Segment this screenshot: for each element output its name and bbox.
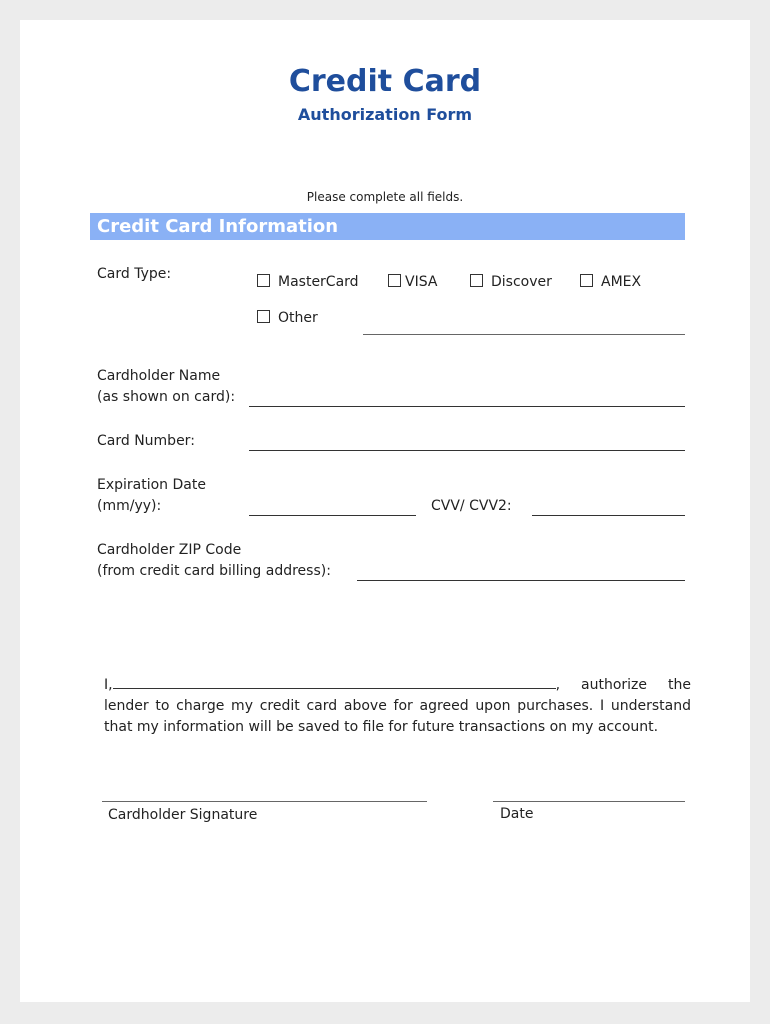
cardholder-name-field[interactable]: [249, 406, 685, 407]
expiration-label-line1: Expiration Date: [97, 477, 206, 493]
authorization-statement: [104, 674, 691, 738]
instructions-note: Please complete all fields.: [306, 190, 464, 204]
visa-label: VISA: [405, 274, 438, 290]
expiration-date-label: [97, 475, 206, 517]
discover-label: Discover: [491, 274, 552, 290]
other-option[interactable]: [257, 310, 318, 326]
mastercard-checkbox[interactable]: [257, 274, 270, 287]
other-card-type-field[interactable]: [363, 334, 685, 335]
discover-option[interactable]: [470, 274, 552, 290]
amex-checkbox[interactable]: [580, 274, 593, 287]
date-label: Date: [500, 806, 534, 822]
date-line[interactable]: [493, 801, 685, 802]
cvv-field[interactable]: [532, 515, 685, 516]
card-type-label: Card Type:: [97, 266, 172, 282]
expiration-date-field[interactable]: [249, 515, 416, 516]
zip-label-line2: (from credit card billing address):: [97, 563, 331, 579]
form-subtitle: Authorization Form: [297, 105, 473, 124]
zip-code-field[interactable]: [357, 580, 685, 581]
cvv-label: CVV/ CVV2:: [431, 498, 512, 514]
mastercard-label: MasterCard: [278, 274, 359, 290]
form-page: [20, 20, 750, 1002]
card-number-field[interactable]: [249, 450, 685, 451]
amex-label: AMEX: [601, 274, 642, 290]
discover-checkbox[interactable]: [470, 274, 483, 287]
authorization-text: , authorize the lender to charge my credit card above for agreed upon purchases. I understand that my information will be saved to file for future transactions on my account.: [104, 677, 691, 735]
signature-label: Cardholder Signature: [108, 807, 258, 823]
form-title: Credit Card: [288, 64, 482, 99]
mastercard-option[interactable]: [257, 274, 359, 290]
cardholder-name-label-line2: (as shown on card):: [97, 389, 236, 405]
other-checkbox[interactable]: [257, 310, 270, 323]
authorizer-name-field[interactable]: [113, 674, 556, 689]
other-label: Other: [278, 310, 318, 326]
visa-option[interactable]: [388, 274, 437, 290]
signature-line[interactable]: [102, 801, 427, 802]
zip-label-line1: Cardholder ZIP Code: [97, 542, 242, 558]
expiration-label-line2: (mm/yy):: [97, 498, 162, 514]
section-title: Credit Card Information: [97, 216, 339, 237]
card-number-label: Card Number:: [97, 433, 195, 449]
visa-checkbox[interactable]: [388, 274, 401, 287]
cardholder-name-label-line1: Cardholder Name: [97, 368, 221, 384]
amex-option[interactable]: [580, 274, 641, 290]
zip-code-label: [97, 540, 331, 582]
cardholder-name-label: [97, 366, 235, 408]
authorization-prefix: I,: [104, 677, 113, 693]
